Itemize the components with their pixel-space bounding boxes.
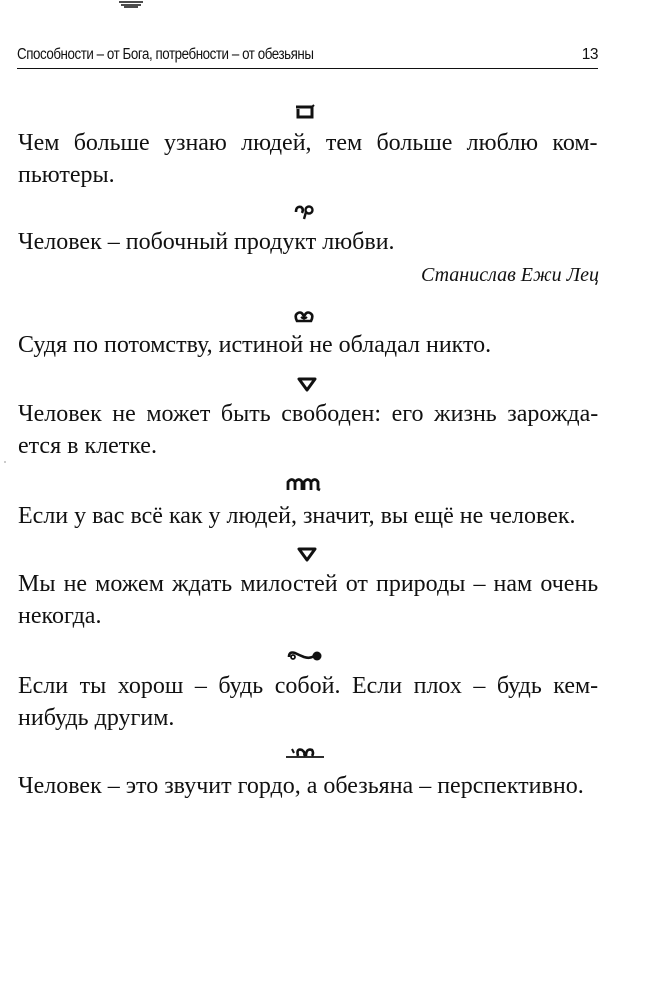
quote-2 <box>18 226 598 258</box>
quote-1 <box>18 127 598 191</box>
quote-line: Человек не может быть свободен: его жизнь зарожда- <box>18 401 599 427</box>
quote-3 <box>18 329 598 361</box>
triangle-ornament-icon <box>297 546 317 562</box>
curl-ornament-icon <box>294 204 316 220</box>
flourish-ornament-icon <box>284 744 326 760</box>
page-number: 13 <box>581 46 598 63</box>
quote-line: Чем больше узнаю людей, тем больше люблю ком- <box>18 130 598 156</box>
scroll-ornament-icon <box>286 648 324 664</box>
quote-4 <box>18 398 598 462</box>
quote-line: нибудь другим. <box>18 705 175 731</box>
running-head <box>17 46 598 69</box>
paper-speck <box>4 461 6 463</box>
triangle-ornament-icon <box>297 376 317 392</box>
quote-line: Мы не можем ждать милостей от природы – нам очень <box>18 571 599 597</box>
quote-line: ется в клетке. <box>18 433 157 459</box>
quote-line: Человек – побочный продукт любви. <box>18 229 395 255</box>
quote-5 <box>18 500 598 532</box>
quote-line: пьютеры. <box>18 162 115 188</box>
wave-ornament-icon <box>286 476 322 492</box>
quote-line: Если ты хорош – будь собой. Если плох – будь кем- <box>18 673 599 699</box>
quote-line: некогда. <box>18 603 102 629</box>
quote-7 <box>18 670 598 734</box>
quote-line: Если у вас всё как у людей, значит, вы ещё не человек. <box>18 503 576 529</box>
quote-line: Человек – это звучит гордо, а обезьяна – перспективно. <box>18 773 584 799</box>
top-edge-ornament-icon <box>118 0 144 8</box>
omega-ornament-icon <box>293 309 315 325</box>
quote-6 <box>18 568 598 632</box>
quote-author: Станислав Ежи Лец <box>421 264 599 286</box>
quote-line: Судя по потомству, истиной не обладал никто. <box>18 332 492 358</box>
running-head-title: Способности – от Бога, потребности – от обезьяны <box>17 46 314 63</box>
quote-8 <box>18 770 598 802</box>
square-ornament-icon <box>294 103 316 121</box>
